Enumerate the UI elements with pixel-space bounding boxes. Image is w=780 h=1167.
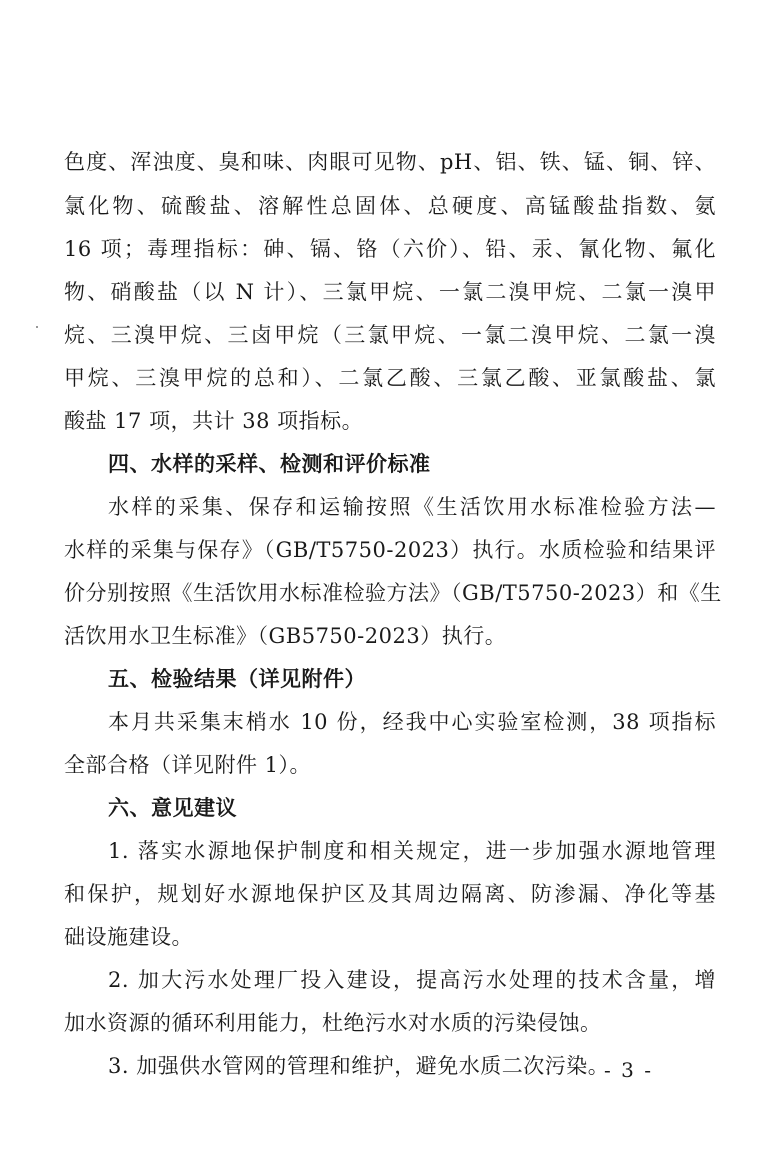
section-heading: 四、水样的采样、检测和评价标准 bbox=[108, 452, 431, 476]
text-line: 氯化物、硫酸盐、溶解性总固体、总硬度、高锰酸盐指数、氨 bbox=[64, 194, 716, 218]
text-line: 础设施建设。 bbox=[64, 925, 193, 949]
paragraph-first-line: 水样的采集、保存和运输按照《生活饮用水标准检验方法— bbox=[108, 495, 716, 519]
text-line: 水样的采集与保存》（GB/T5750-2023）执行。水质检验和结果评 bbox=[64, 538, 716, 562]
scan-speck bbox=[36, 326, 38, 328]
section-heading: 五、检验结果（详见附件） bbox=[108, 667, 366, 691]
text-line: 色度、浑浊度、臭和味、肉眼可见物、pH、铝、铁、锰、铜、锌、 bbox=[64, 150, 716, 174]
paragraph-first-line: 3. 加强供水管网的管理和维护，避免水质二次污染。 bbox=[108, 1054, 610, 1078]
text-line: 甲烷、三溴甲烷的总和）、二氯乙酸、三氯乙酸、亚氯酸盐、氯 bbox=[64, 366, 716, 390]
paragraph-first-line: 2. 加大污水处理厂投入建设，提高污水处理的技术含量，增 bbox=[108, 968, 716, 992]
section-heading: 六、意见建议 bbox=[108, 796, 237, 820]
text-line: 活饮用水卫生标准》（GB5750-2023）执行。 bbox=[64, 624, 507, 648]
text-line: 烷、三溴甲烷、三卤甲烷（三氯甲烷、一氯二溴甲烷、二氯一溴 bbox=[64, 323, 716, 347]
text-line: 价分别按照《生活饮用水标准检验方法》（GB/T5750-2023）和《生 bbox=[64, 581, 722, 605]
text-line: 16 项；毒理指标：砷、镉、铬（六价）、铅、汞、氰化物、氟化 bbox=[64, 237, 716, 261]
text-line: 加水资源的循环利用能力，杜绝污水对水质的污染侵蚀。 bbox=[64, 1011, 602, 1035]
text-line: 物、硝酸盐（以 N 计）、三氯甲烷、一氯二溴甲烷、二氯一溴甲 bbox=[64, 280, 716, 304]
paragraph-first-line: 本月共采集末梢水 10 份，经我中心实验室检测，38 项指标 bbox=[108, 710, 716, 734]
text-line: 和保护，规划好水源地保护区及其周边隔离、防渗漏、净化等基 bbox=[64, 882, 716, 906]
page-number: - 3 - bbox=[604, 1058, 653, 1082]
text-line: 酸盐 17 项，共计 38 项指标。 bbox=[64, 409, 364, 433]
text-line: 全部合格（详见附件 1）。 bbox=[64, 753, 312, 777]
paragraph-first-line: 1. 落实水源地保护制度和相关规定，进一步加强水源地管理 bbox=[108, 839, 716, 863]
